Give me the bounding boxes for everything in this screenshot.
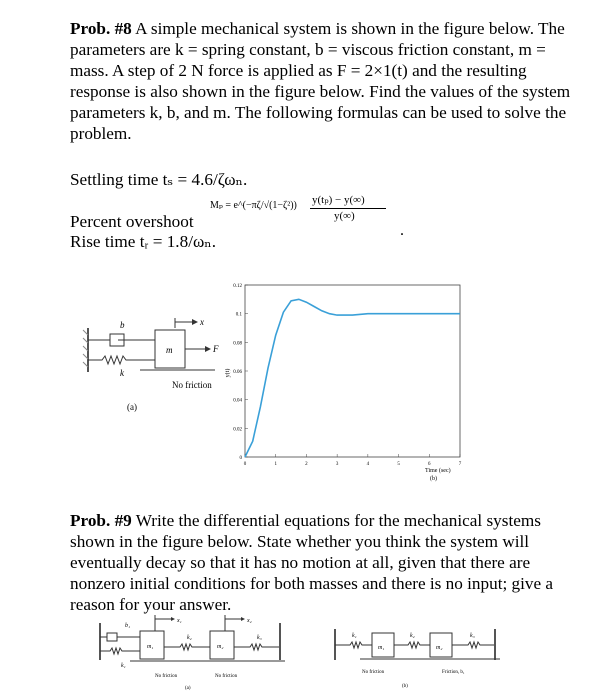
problem-8-text: A simple mechanical system is shown in the figure below. The parameters are k = spring constant, b = viscous friction constant, m = mass. A step of 2 N force is applied as F = 2×1(t) and the resulting response is also shown in the figure below. Find the values of the system parameters k, b, and m. The following formulas can be used to solve the problem. xyxy=(70,19,571,143)
y-tick-label: 0.1 xyxy=(235,312,242,318)
x1-label: x₁ xyxy=(177,618,182,624)
x-label: x xyxy=(200,317,204,327)
overshoot-formula-numerator: y(tₚ) − y(∞) xyxy=(312,194,365,206)
figure-9a-caption: (a) xyxy=(185,686,191,691)
problem-9-paragraph xyxy=(70,510,580,615)
step-response-chart xyxy=(225,275,470,490)
y-tick-label: 0.04 xyxy=(233,398,242,404)
m2-label-a: m₂ xyxy=(217,644,224,650)
response-curve xyxy=(245,299,460,457)
k1-label-a: k₁ xyxy=(121,663,126,669)
y-tick-label: 0.08 xyxy=(233,341,242,347)
b1-label: b₁ xyxy=(125,623,131,629)
m1-label-a: m₁ xyxy=(147,644,154,650)
y-tick-label: 0.02 xyxy=(233,427,242,433)
problem-9-label: Prob. #9 xyxy=(70,511,132,530)
x-tick-label: 0 xyxy=(243,462,247,467)
x-tick-label: 1 xyxy=(274,462,277,467)
x-tick-label: 4 xyxy=(366,462,370,467)
overshoot-formula-denominator: y(∞) xyxy=(334,210,355,222)
x-tick-label: 3 xyxy=(335,462,339,467)
two-mass-system-a xyxy=(95,615,305,695)
k3-label-a: k₃ xyxy=(257,635,262,641)
x-tick-label: 7 xyxy=(458,462,462,467)
no-friction-label: No friction xyxy=(172,380,212,390)
k1-label-b: k₁ xyxy=(352,633,357,639)
damper-b-label: b xyxy=(120,320,125,330)
k3-label-b: k₃ xyxy=(470,633,475,639)
no-friction-a2: No friction xyxy=(215,674,238,679)
k2-label-b: k₂ xyxy=(410,633,415,639)
no-friction-a1: No friction xyxy=(155,674,178,679)
y-tick-label: 0 xyxy=(239,456,242,461)
x-axis-label: Time (sec) xyxy=(425,468,451,474)
chart-caption: (b) xyxy=(430,476,437,482)
m2-label-b: m₂ xyxy=(436,645,443,651)
x2-label: x₂ xyxy=(247,618,252,624)
no-friction-b: No friction xyxy=(362,670,385,675)
friction-b1-label: Friction, b₁ xyxy=(442,670,465,675)
m1-label-b: m₁ xyxy=(378,645,385,651)
plot-frame xyxy=(245,285,460,457)
x-tick-label: 6 xyxy=(428,462,431,467)
two-mass-system-b xyxy=(330,625,515,695)
figure-9b-caption: (b) xyxy=(402,684,408,689)
force-f-label: F xyxy=(213,344,219,354)
settling-time-formula: Settling time tₛ = 4.6/ζωₙ. xyxy=(70,170,248,189)
overshoot-formula-lhs: Mₚ = e^(−πζ/√(1−ζ²)) xyxy=(210,200,297,211)
figure-a-caption: (a) xyxy=(127,402,137,412)
percent-overshoot-label: Percent overshoot xyxy=(70,212,194,231)
y-axis-label: y(t) xyxy=(225,368,231,378)
rise-time-formula: Rise time tᵣ = 1.8/ωₙ. xyxy=(70,232,217,251)
mass-m-label: m xyxy=(166,345,173,355)
x-tick-label: 5 xyxy=(397,462,400,467)
y-tick-label: 0.06 xyxy=(233,370,242,375)
problem-9-text: Write the differential equations for the mechanical systems shown in the figure below. State whether you think the system will eventually decay so that it has no motion at all, given that there are nonzero initial conditions for both masses and there is no input; give a reason for your answer. xyxy=(70,511,554,614)
x-tick-labels xyxy=(244,454,462,467)
k2-label-a: k₂ xyxy=(187,635,192,641)
problem-8-paragraph xyxy=(70,18,580,144)
overshoot-fraction-bar xyxy=(310,208,386,209)
y-tick-labels xyxy=(233,284,248,461)
problem-8-label: Prob. #8 xyxy=(70,19,132,38)
x-tick-label: 2 xyxy=(305,462,308,467)
spring-k-label: k xyxy=(120,368,124,378)
y-tick-label: 0.12 xyxy=(233,284,242,289)
formula-period: . xyxy=(400,222,404,239)
mass-spring-damper-diagram xyxy=(80,300,230,445)
